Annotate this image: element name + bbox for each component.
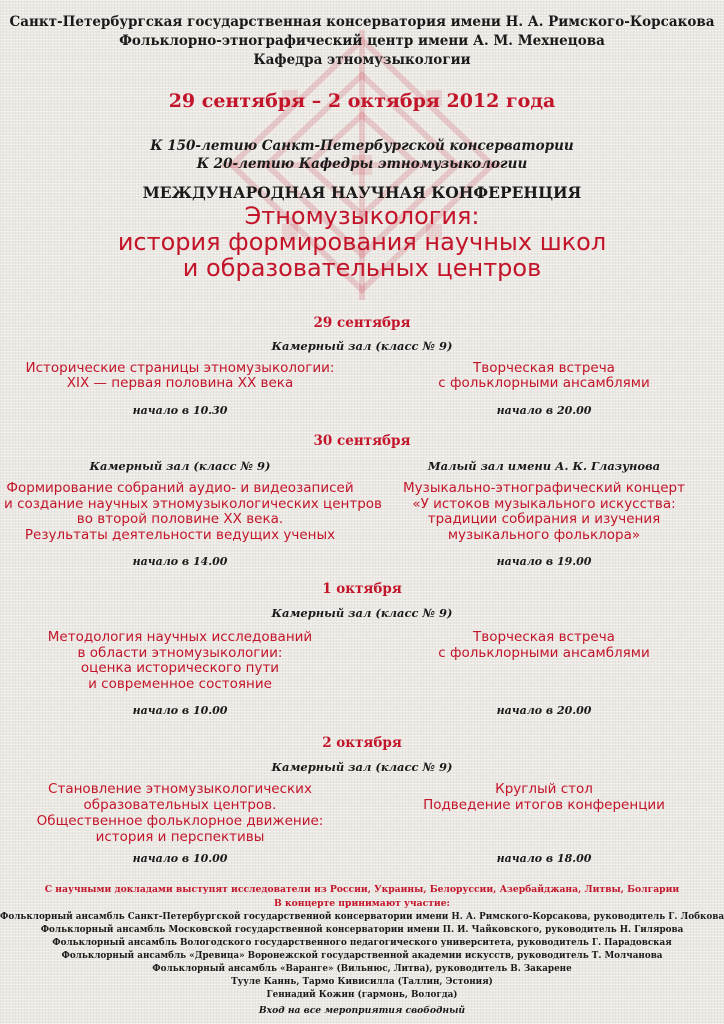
participant: Фольклорный ансамбль Вологодского государственного педагогического университета, руководитель Г. Парадовская [52, 938, 672, 948]
event-time: начало в 19.00 [496, 555, 592, 568]
conference-dates: 29 сентября – 2 октября 2012 года [168, 90, 556, 112]
concert-intro: В концерте принимают участие: [274, 898, 450, 909]
day-date: 2 октября [322, 735, 402, 751]
participant: Фольклорный ансамбль Московской государственной консерватории имени П. И. Чайковского, руководитель Н. Гилярова [40, 925, 684, 935]
day-date: 1 октября [322, 581, 402, 597]
title-line: и образовательных центров [182, 254, 542, 282]
participants-list [0, 911, 724, 1002]
center-name: Фольклорно-этнографический центр имени А. М. Мехнецова [119, 33, 605, 49]
event-time: начало в 18.00 [496, 852, 592, 865]
title-line: Этномузыкология: [244, 202, 480, 230]
event-time: начало в 14.00 [132, 555, 228, 568]
participant: Фольклорный ансамбль Санкт-Петербургской государственной консерватории имени Н. А. Римского-Корсакова, руководитель Г. Лобкова [0, 912, 724, 922]
admission-note: Вход на все мероприятия свободный [258, 1005, 466, 1016]
venue: Камерный зал (класс № 9) [271, 606, 453, 620]
event-title: Исторические страницы этномузыкологии: XIX — первая половина XX века [25, 360, 335, 391]
department-name: Кафедра этномузыкологии [253, 52, 471, 68]
participant: Фольклорный ансамбль «Древица» Воронежской государственной академии искусств, руководитель Т. Молчанова [61, 951, 663, 961]
page-title [0, 203, 724, 281]
event-time: начало в 10.00 [132, 704, 228, 717]
event-title: Становление этномузыкологических образовательных центров. Общественное фольклорное движение: история и перспективы [36, 781, 324, 845]
speakers-note: С научными докладами выступят исследователи из России, Украины, Белоруссии, Азербайджана, Литвы, Болгарии [44, 884, 680, 895]
event-title: Творческая встреча с фольклорными ансамблями [438, 629, 650, 661]
anniversary-line: К 150-летию Санкт-Петербургской консерватории [150, 138, 574, 154]
participant: Тууле Каннь, Тармо Кивисилла (Таллин, Эстония) [231, 977, 493, 987]
event-time: начало в 20.00 [496, 704, 592, 717]
venue: Камерный зал (класс № 9) [271, 760, 453, 774]
event-title: Методология научных исследований в области этномузыкологии: оценка исторического пути и современное состояние [47, 629, 313, 692]
venue: Малый зал имени А. К. Глазунова [427, 459, 661, 473]
venue: Камерный зал (класс № 9) [271, 339, 453, 353]
event-title: Творческая встреча с фольклорными ансамблями [438, 360, 650, 391]
event-title: Круглый стол Подведение итогов конференции [423, 781, 665, 813]
event-time: начало в 20.00 [496, 404, 592, 417]
anniversary-line: К 20-летию Кафедры этномузыкологии [196, 156, 528, 172]
venue: Камерный зал (класс № 9) [89, 459, 271, 473]
title-line: история формирования научных школ [117, 228, 607, 256]
conference-type: МЕЖДУНАРОДНАЯ НАУЧНАЯ КОНФЕРЕНЦИЯ [142, 183, 582, 202]
participant: Геннадий Кожин (гармонь, Вологда) [266, 990, 458, 1000]
event-time: начало в 10.30 [132, 404, 228, 417]
day-date: 30 сентября [313, 433, 411, 449]
event-title: Формирование собраний аудио- и видеозаписей и создание научных этномузыкологических центров во второй половине XX века. Результаты деятельности ведущих ученых [4, 480, 382, 543]
event-time: начало в 10.00 [132, 852, 228, 865]
institution-name: Санкт-Петербургская государственная консерватория имени Н. А. Римского-Корсакова [9, 14, 715, 30]
day-date: 29 сентября [313, 315, 411, 331]
event-title: Музыкально-этнографический концерт «У истоков музыкального искусства: традиции собирания и изучения музыкального фольклора» [403, 480, 685, 543]
participant: Фольклорный ансамбль «Варанге» (Вильнюс, Литва), руководитель В. Закарене [152, 964, 572, 974]
